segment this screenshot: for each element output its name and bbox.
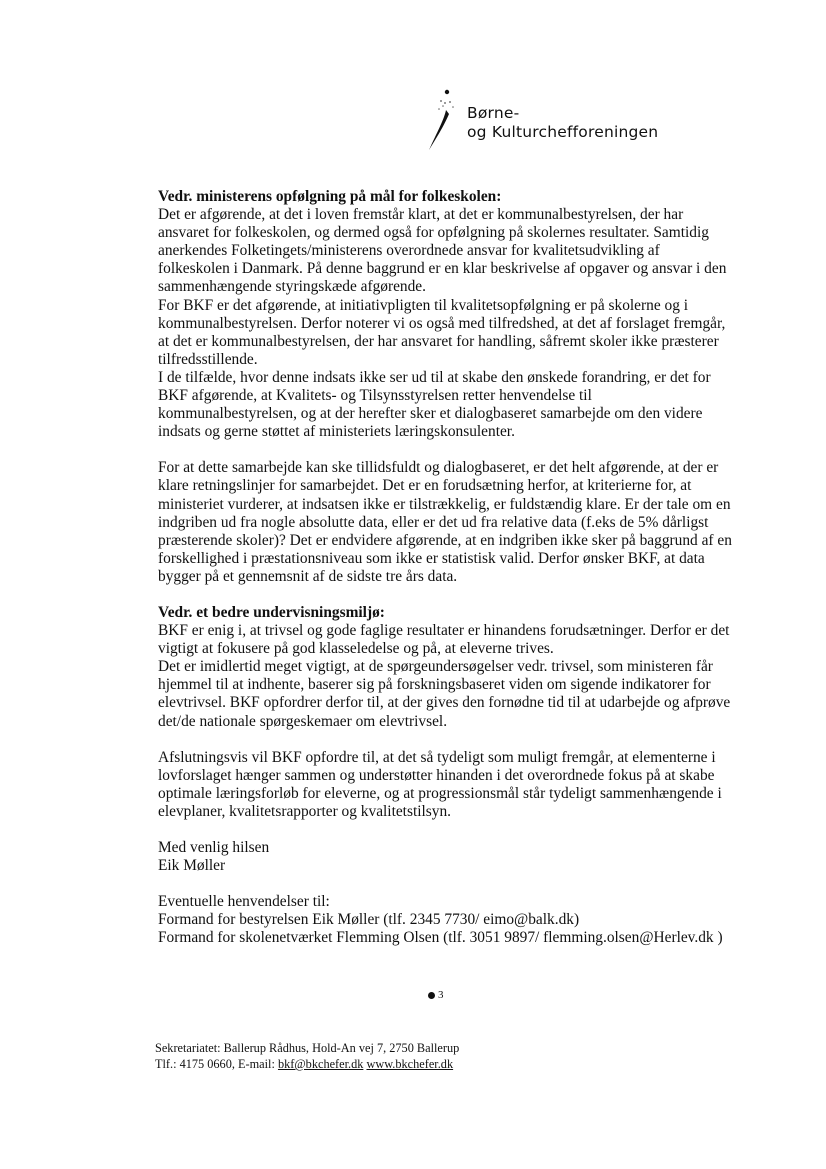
greeting: Med venlig hilsen bbox=[158, 839, 270, 856]
paragraph: For at dette samarbejde kan ske tillidsfuldt og dialogbaseret, er det helt afgørende, at der er klare retningslinjer for samarbejdet. Det er en forudsætning herfor, at kriterierne for, at ministeriet vurderer, at indsatsen ikke er tilstrækkelig, er fuldstændig klare. Er der tale om en indgriben ud fra nogle absolutte data, eller er det ud fra relative data (f.eks de 5% dårligst præsterende skoler)? Det er endvidere afgørende, at en indgriben ikke sker på baggrund af en forskellighed i præstationsniveau som ikke er statistisk valid. Derfor ønsker BKF, at data bygger på et gennemsnit af de sidste tre års data. bbox=[158, 459, 732, 585]
footer bbox=[155, 1040, 459, 1072]
paragraph: For BKF er det afgørende, at initiativpligten til kvalitetsopfølgning er på skolerne og i kommunalbestyrelsen. Derfor noterer vi os også med tilfredshed, at det af forslaget fremgår, at det er kommunalbestyrelsen, der har ansvaret for handling, såfremt skoler ikke præsterer tilfredsstillende. bbox=[158, 296, 726, 368]
quill-logo-icon bbox=[425, 88, 465, 158]
paragraph: I de tilfælde, hvor denne indsats ikke ser ud til at skabe den ønskede forandring, er det for BKF afgørende, at Kvalitets- og Tilsynsstyrelsen retter henvendelse til kommunalbestyrelsen, og at der herefter sker et dialogbaseret samarbejde om den videre indsats og gerne støttet af ministeriets læringskonsulenter. bbox=[158, 368, 711, 441]
logo-line-1: Børne- bbox=[467, 104, 520, 122]
paragraph: Det er imidlertid meget vigtigt, at de spørgeundersøgelser vedr. trivsel, som ministeren får hjemmel til at indhente, baserer sig på forskningsbaseret viden om sigende indikatorer for elevtrivsel. BKF opfordrer derfor til, at der gives den fornødne tid til at udarbejde og afprøve det/de nationale spørgeskemaer om elevtrivsel. bbox=[158, 658, 731, 730]
paragraph: BKF er enig i, at trivsel og gode faglige resultater er hinandens forudsætninger. Derfor er det vigtigt at fokusere på god klasseledelse og på, at eleverne trives. bbox=[158, 622, 730, 658]
bullet-icon bbox=[428, 992, 435, 999]
contact-line: Formand for bestyrelsen Eik Møller (tlf. 2345 7730/ eimo@balk.dk) bbox=[158, 911, 580, 929]
signature-name: Eik Møller bbox=[158, 857, 226, 875]
contact-line: Formand for skolenetværket Flemming Olsen (tlf. 3051 9897/ flemming.olsen@Herlev.dk ) bbox=[158, 929, 723, 947]
page-number bbox=[428, 988, 444, 1002]
footer-email-link[interactable]: bkf@bkchefer.dk bbox=[277, 1057, 364, 1071]
section-heading-learning-environment: Vedr. et bedre undervisningsmiljø: bbox=[158, 603, 385, 621]
letter-body bbox=[158, 188, 733, 947]
page-number-value: 3 bbox=[438, 989, 444, 1001]
footer-address: Sekretariatet: Ballerup Rådhus, Hold-An vej 7, 2750 Ballerup bbox=[155, 1041, 460, 1055]
contacts-intro: Eventuelle henvendelser til: bbox=[158, 893, 330, 911]
organization-logo bbox=[425, 88, 665, 158]
section-heading-ministry-followup: Vedr. ministerens opfølgning på mål for folkeskolen: bbox=[158, 188, 502, 205]
footer-website-link[interactable]: www.bkchefer.dk bbox=[366, 1057, 454, 1071]
logo-line-2: og Kulturchefforeningen bbox=[467, 123, 659, 141]
closing-paragraph: Afslutningsvis vil BKF opfordre til, at det så tydeligt som muligt fremgår, at elementerne i lovforslaget hænger sammen og understøtter hinanden i det overordnede fokus på at skabe optimale læringsforløb for eleverne, og at progressionsmål står tydeligt sammenhængende i elevplaner, kvalitetsrapporter og kvalitetstilsyn. bbox=[158, 748, 722, 820]
footer-phone: Tlf.: 4175 0660, E-mail: bbox=[155, 1057, 275, 1071]
footer-contact-line bbox=[155, 1056, 459, 1072]
paragraph: Det er afgørende, at det i loven fremstår klart, at det er kommunalbestyrelsen, der har ansvaret for folkeskolen, og dermed også for opfølgning på skolernes resultater. Samtidig anerkendes Folketingets/ministerens overordnede ansvar for kvalitetsudvikling af folkeskolen i Danmark. På denne baggrund er en klar beskrivelse af opgaver og ansvar i den sammenhængende styringskæde afgørende. bbox=[158, 206, 727, 296]
